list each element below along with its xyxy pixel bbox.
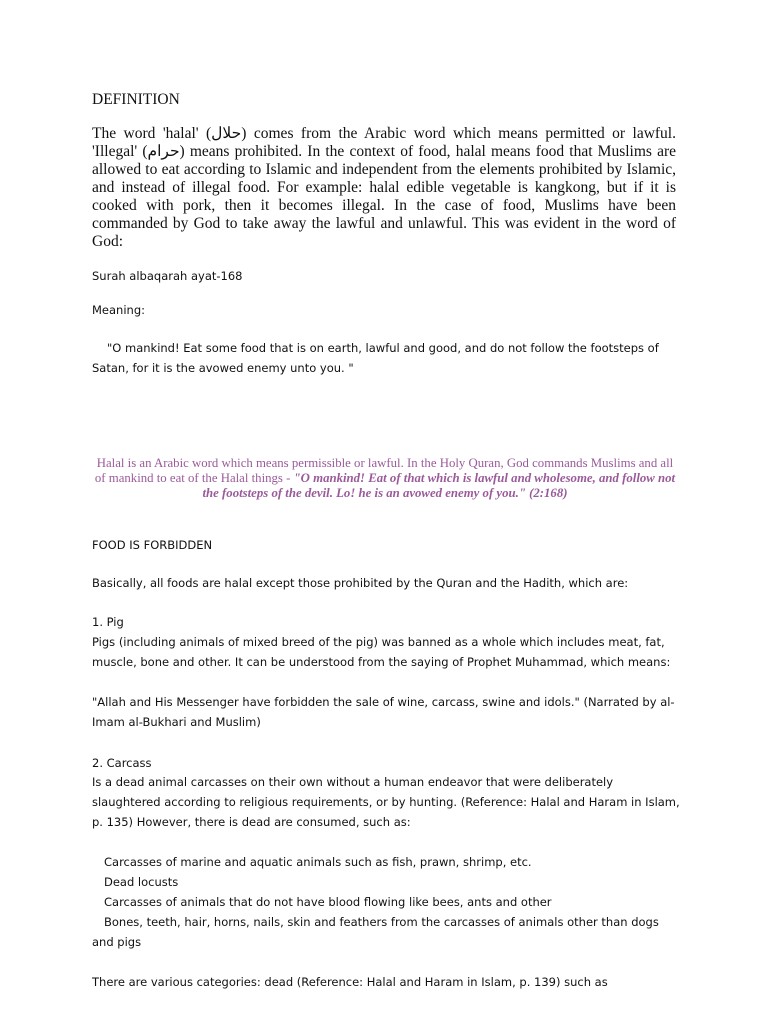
surah-reference: Surah albaqarah ayat-168 [92,269,243,283]
halal-note [90,456,680,501]
forbidden-heading: FOOD IS FORBIDDEN [92,538,213,552]
exceptions-list [92,852,682,952]
carcass-text: Is a dead animal carcasses on their own without a human endeavor that were deliberately slaughtered according to religious requirements, or by hunting. (Reference: Halal and Haram in Islam, p. 135) However, there is dead are consumed, such as: [92,775,680,829]
carcass-title: 2. Carcass [92,756,152,770]
forbidden-intro: Basically, all foods are halal except those prohibited by the Quran and the Hadith, which are: [92,576,629,590]
list-item: Bones, teeth, hair, horns, nails, skin and feathers from the carcasses of animals other than dogs and pigs [92,915,659,949]
definition-paragraph: The word 'halal' (حلال) comes from the Arabic word which means permitted or lawful. 'Illegal' (حرام) means prohibited. In the context of food, halal means food that Muslims are allowed to eat according to Islamic and independent from the elements prohibited by Islamic, and instead of illegal food. For example: halal edible vegetable is kangkong, but if it is cooked with pork, then it becomes illegal. In the case of food, Muslims have been commanded by God to take away the lawful and unlawful. This was evident in the word of God: [92,125,676,250]
hadith-quote: "Allah and His Messenger have forbidden the sale of wine, carcass, swine and idols." (Narrated by al-Imam al-Bukhari and Muslim) [92,695,675,729]
categories-text: There are various categories: dead (Reference: Halal and Haram in Islam, p. 139) such as [92,975,608,989]
meaning-label: Meaning: [92,303,145,317]
halal-note-text: Halal is an Arabic word which means permissible or lawful. In the Holy Quran, God commands Muslims and all of mankind to eat of the Halal things - [94,456,674,485]
verse-translation [92,338,676,378]
list-item: Carcasses of animals that do not have blood flowing like bees, ants and other [104,895,552,909]
pig-text: Pigs (including animals of mixed breed of the pig) was banned as a whole which includes meat, fat, muscle, bone and other. It can be understood from the saying of Prophet Muhammad, which means: [92,635,671,669]
list-item: Carcasses of marine and aquatic animals such as fish, prawn, shrimp, etc. [104,855,532,869]
halal-note-quote: "O mankind! Eat of that which is lawful and wholesome, and follow not the footsteps of the devil. Lo! he is an avowed enemy of you." (2:168) [202,471,676,500]
pig-title: 1. Pig [92,615,124,629]
list-item: Dead locusts [104,875,179,889]
verse-text: "O mankind! Eat some food that is on earth, lawful and good, and do not follow the footsteps of Satan, for it is the avowed enemy unto you. " [92,341,659,375]
definition-heading: DEFINITION [92,91,180,108]
